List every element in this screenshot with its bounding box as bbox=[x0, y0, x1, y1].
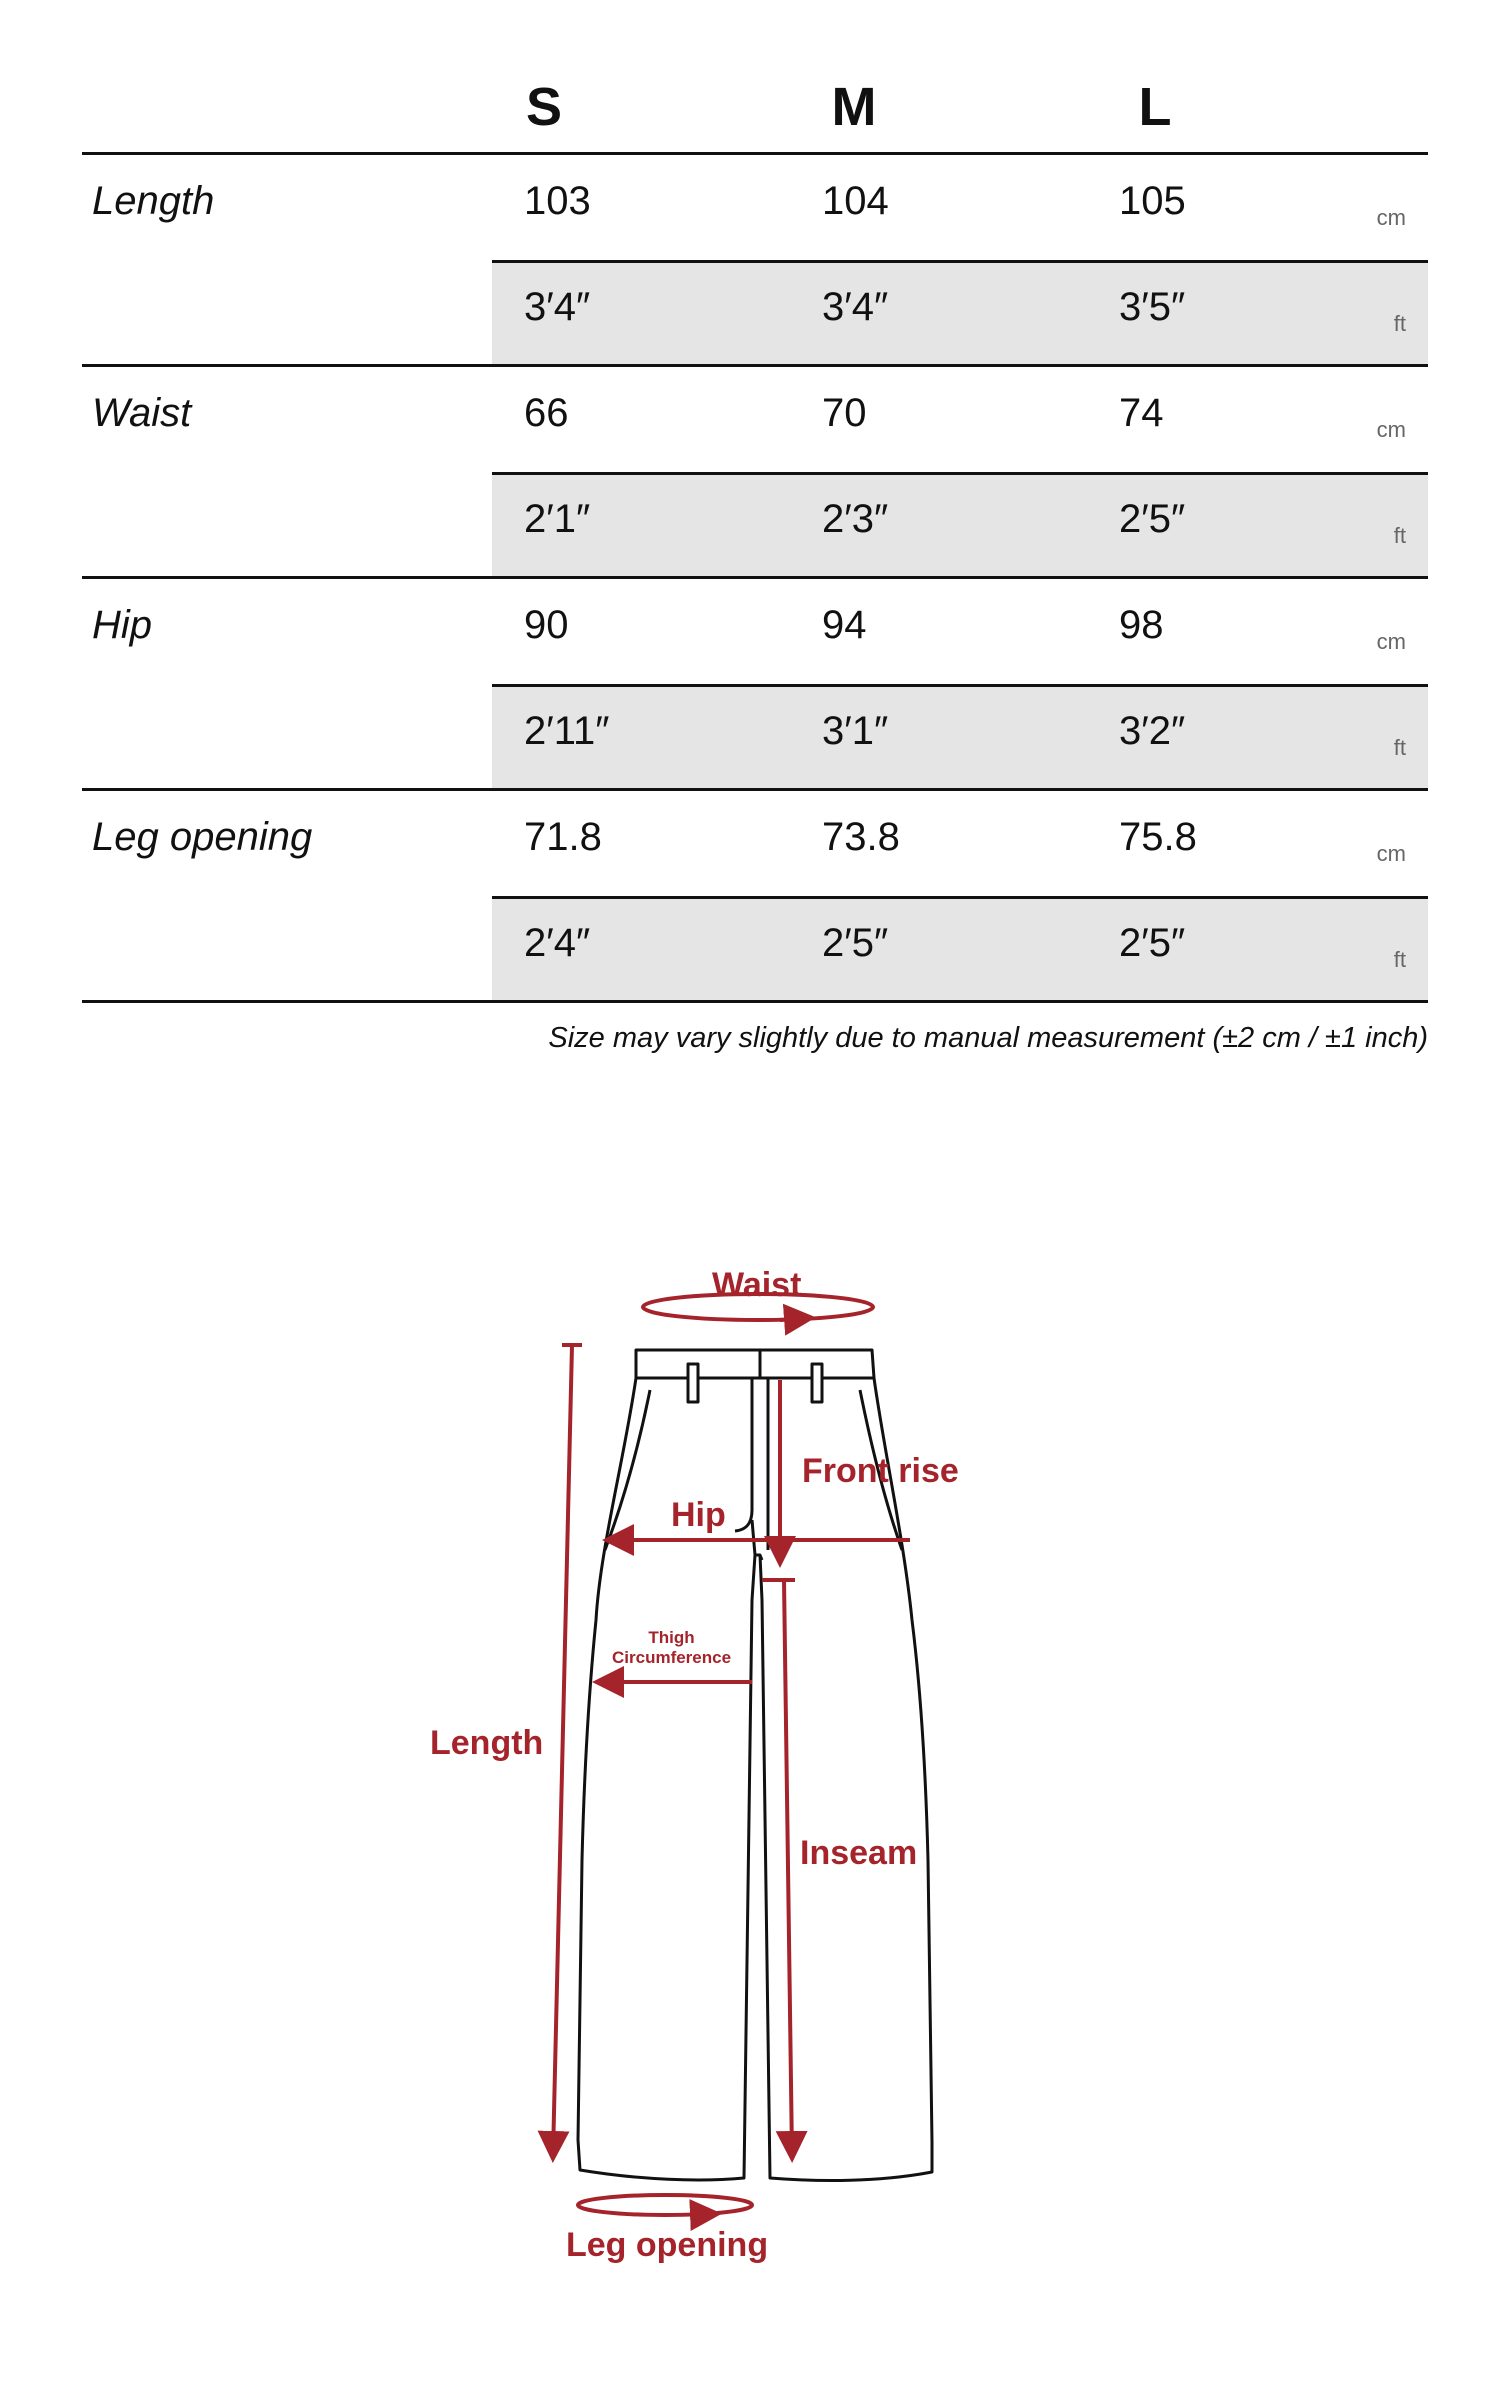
value-l-cm: 75.8 bbox=[1119, 815, 1197, 859]
unit-ft: ft bbox=[1393, 735, 1406, 760]
measurement-group-waist bbox=[82, 367, 1428, 579]
unit-ft: ft bbox=[1393, 311, 1406, 336]
value-s-ft: 3′4″ bbox=[524, 285, 591, 329]
diagram-label-front-rise: Front rise bbox=[802, 1452, 959, 1490]
value-s-ft: 2′11″ bbox=[524, 709, 610, 753]
size-header-m: M bbox=[831, 77, 877, 137]
size-header-l: L bbox=[1138, 77, 1172, 137]
measurement-label: Leg opening bbox=[92, 815, 313, 859]
value-s-cm: 71.8 bbox=[524, 815, 602, 859]
cm-row bbox=[492, 155, 1428, 260]
cm-row bbox=[492, 791, 1428, 896]
value-l-cm: 74 bbox=[1119, 391, 1164, 435]
cm-row bbox=[492, 579, 1428, 684]
diagram-label-waist: Waist bbox=[712, 1266, 802, 1304]
unit-ft: ft bbox=[1393, 947, 1406, 972]
value-m-cm: 73.8 bbox=[822, 815, 900, 859]
thigh-line-1: Thigh bbox=[648, 1628, 695, 1647]
value-m-cm: 70 bbox=[822, 391, 867, 435]
ft-row bbox=[492, 896, 1428, 1000]
value-m-ft: 3′4″ bbox=[822, 285, 889, 329]
measurement-group-hip bbox=[82, 579, 1428, 791]
diagram-label-length: Length bbox=[430, 1724, 544, 1762]
value-s-ft: 2′1″ bbox=[524, 497, 591, 541]
value-m-ft: 2′5″ bbox=[822, 921, 889, 965]
value-s-cm: 90 bbox=[524, 603, 569, 647]
value-l-ft: 2′5″ bbox=[1119, 921, 1186, 965]
ft-row bbox=[492, 472, 1428, 576]
size-header-s: S bbox=[525, 77, 563, 137]
ft-row bbox=[492, 260, 1428, 364]
unit-cm: cm bbox=[1376, 841, 1406, 866]
pants-measurement-diagram bbox=[0, 1220, 1500, 2280]
value-s-cm: 66 bbox=[524, 391, 569, 435]
measurement-lines bbox=[553, 1294, 910, 2215]
diagram-label-thigh-circumference bbox=[612, 1628, 731, 1667]
unit-cm: cm bbox=[1376, 629, 1406, 654]
measurement-group-leg-opening bbox=[82, 791, 1428, 1003]
measurement-label: Hip bbox=[92, 603, 153, 647]
measurement-label: Waist bbox=[92, 391, 192, 435]
measurement-disclaimer: Size may vary slightly due to manual measurement (±2 cm / ±1 inch) bbox=[548, 1022, 1428, 1054]
value-m-ft: 3′1″ bbox=[822, 709, 889, 753]
unit-ft: ft bbox=[1393, 523, 1406, 548]
size-header-row bbox=[82, 0, 1428, 155]
ft-row bbox=[492, 684, 1428, 788]
unit-cm: cm bbox=[1376, 205, 1406, 230]
measurement-group-length bbox=[82, 155, 1428, 367]
diagram-label-leg-opening: Leg opening bbox=[566, 2226, 769, 2264]
value-l-cm: 105 bbox=[1119, 179, 1186, 223]
value-l-ft: 3′2″ bbox=[1119, 709, 1186, 753]
diagram-label-inseam: Inseam bbox=[800, 1834, 918, 1872]
pants-illustration bbox=[0, 1220, 1500, 2280]
diagram-label-hip: Hip bbox=[671, 1496, 726, 1534]
value-m-ft: 2′3″ bbox=[822, 497, 889, 541]
value-m-cm: 104 bbox=[822, 179, 889, 223]
value-l-cm: 98 bbox=[1119, 603, 1164, 647]
value-s-cm: 103 bbox=[524, 179, 591, 223]
value-m-cm: 94 bbox=[822, 603, 867, 647]
thigh-line-2: Circumference bbox=[612, 1647, 732, 1667]
value-s-ft: 2′4″ bbox=[524, 921, 591, 965]
value-l-ft: 3′5″ bbox=[1119, 285, 1186, 329]
unit-cm: cm bbox=[1376, 417, 1406, 442]
measurement-label: Length bbox=[92, 179, 215, 223]
cm-row bbox=[492, 367, 1428, 472]
value-l-ft: 2′5″ bbox=[1119, 497, 1186, 541]
